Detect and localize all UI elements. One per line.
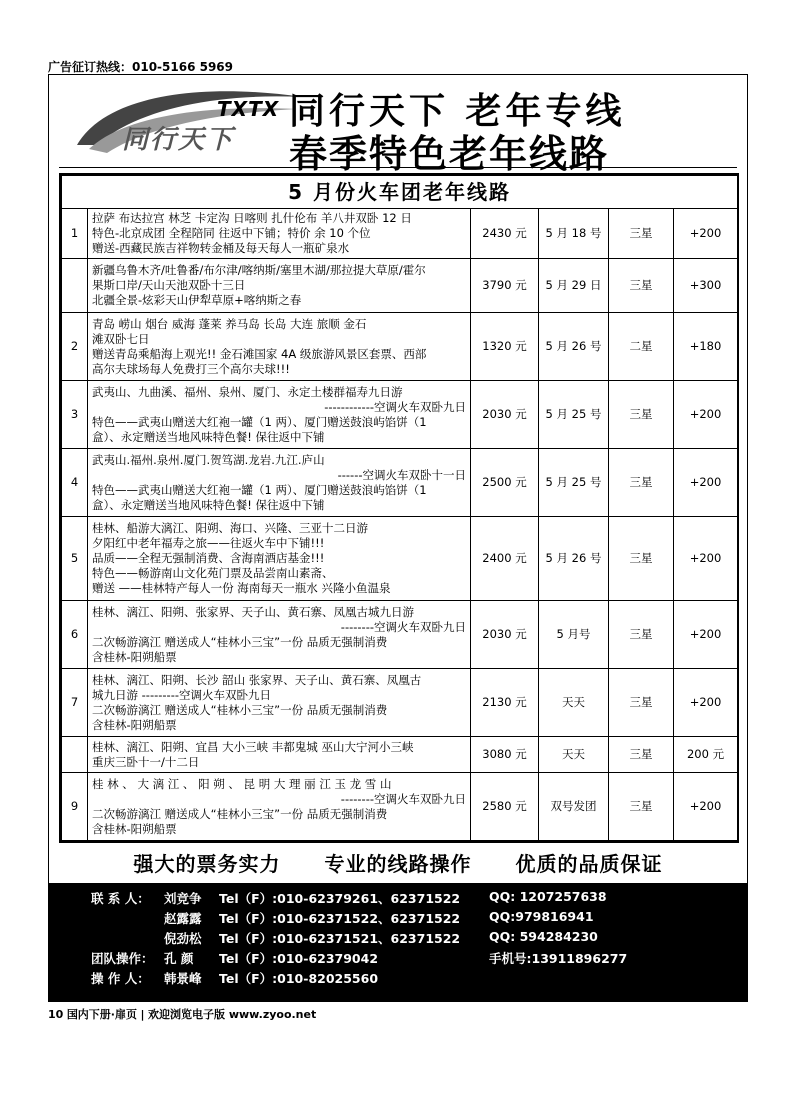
route-description	[88, 669, 471, 737]
brand-cn: 同行天下	[122, 125, 235, 155]
price: 2430 元	[471, 209, 539, 259]
table-row	[62, 669, 738, 737]
supplement: 200 元	[674, 737, 738, 773]
table-row	[62, 517, 738, 601]
route-line: 重庆三卧十一/十二日	[92, 754, 200, 769]
route-line: 滩双卧七日	[92, 331, 150, 346]
table-row	[62, 601, 738, 669]
route-line: 二次畅游漓江 赠送成人“桂林小三宝”一份 品质无强制消费	[92, 806, 388, 821]
price: 2030 元	[471, 381, 539, 449]
route-line: 桂林、船游大漓江、阳朔、海口、兴隆、三亚十二日游	[92, 521, 368, 535]
contact-name: 赵露露	[164, 911, 202, 926]
supplement: +200	[674, 669, 738, 737]
route-line: ------------空调火车双卧九日	[324, 399, 466, 414]
supplement: +300	[674, 259, 738, 313]
brand-logo	[67, 83, 317, 163]
table-title: 5 月份火车团老年线路	[62, 176, 738, 209]
route-line: 桂林、漓江、阳朔、宜昌 大小三峡 丰都鬼城 巫山大宁河小三峡	[92, 739, 414, 754]
row-number: 3	[62, 381, 88, 449]
contact-tel: Tel（F）:010-62379042	[219, 951, 379, 966]
hotel-star: 二星	[609, 313, 674, 381]
departure-date: 天天	[539, 669, 609, 737]
supplement: +180	[674, 313, 738, 381]
route-line: 青岛 崂山 烟台 威海 蓬莱 养马岛 长岛 大连 旅顺 金石	[92, 316, 367, 331]
route-line: 赠送 ——桂林特产每人一份 海南每天一瓶水 兴隆小鱼温泉	[92, 581, 391, 595]
route-line: 品质——全程无强制消费、含海南酒店基金!!!	[92, 551, 325, 565]
route-line: 特色——武夷山赠送大红袍一罐（1 两）、厦门赠送鼓浪屿馅饼（1	[92, 482, 427, 497]
slogan-bar	[49, 848, 747, 877]
route-description	[88, 381, 471, 449]
contact-name: 刘竞争	[164, 891, 202, 906]
contact-name: 韩景峰	[164, 971, 202, 986]
departure-date: 双号发团	[539, 773, 609, 841]
route-description	[88, 259, 471, 313]
supplement: +200	[674, 381, 738, 449]
headline-1: 同行天下 老年专线	[289, 90, 626, 132]
route-line: 含桂林-阳朔船票	[92, 649, 177, 664]
hotel-star: 三星	[609, 737, 674, 773]
route-line: 二次畅游漓江 赠送成人“桂林小三宝”一份 品质无强制消费	[92, 702, 388, 717]
route-line: 桂林、漓江、阳朔、张家界、天子山、黄石寨、凤凰古城九日游	[92, 604, 414, 619]
hotel-star: 三星	[609, 449, 674, 517]
route-line: 桂 林 、 大 漓 江 、 阳 朔 、 昆 明 大 理 丽 江 玉 龙 雪 山	[92, 776, 392, 791]
route-description	[88, 601, 471, 669]
table-row	[62, 381, 738, 449]
contact-row	[49, 889, 747, 909]
table-row	[62, 209, 738, 259]
departure-date: 天天	[539, 737, 609, 773]
departure-date: 5 月 25 号	[539, 449, 609, 517]
contact-tel: Tel（F）:010-62371522、62371522	[219, 911, 461, 926]
route-line: 城九日游 ---------空调火车双卧九日	[92, 687, 272, 702]
price: 2500 元	[471, 449, 539, 517]
slogan-2: 专业的线路操作	[324, 852, 472, 876]
departure-date: 5 月 26 号	[539, 517, 609, 601]
contact-panel	[49, 883, 747, 1001]
route-description	[88, 737, 471, 773]
row-number: 7	[62, 669, 88, 737]
hotel-star: 三星	[609, 259, 674, 313]
table-row	[62, 737, 738, 773]
price: 3790 元	[471, 259, 539, 313]
row-number	[62, 259, 88, 313]
contact-label: 团队操作：	[91, 951, 154, 966]
route-line: 桂林、漓江、阳朔、长沙 韶山 张家界、天子山、黄石寨、凤凰古	[92, 672, 422, 687]
route-line: ------空调火车双卧十一日	[337, 467, 466, 482]
departure-date: 5 月 25 号	[539, 381, 609, 449]
departure-date: 5 月 29 日	[539, 259, 609, 313]
supplement: +200	[674, 601, 738, 669]
row-number: 4	[62, 449, 88, 517]
route-line: 二次畅游漓江 赠送成人“桂林小三宝”一份 品质无强制消费	[92, 634, 388, 649]
footer-text: 欢迎浏览电子版 www.zyoo.net	[148, 1008, 317, 1021]
ad-hotline: 广告征订热线：010-5166 5969	[48, 60, 234, 74]
route-line: 含桂林-阳朔船票	[92, 821, 177, 836]
supplement: +200	[674, 449, 738, 517]
departure-date: 5 月 26 号	[539, 313, 609, 381]
route-line: 盒）、永定赠送当地风味特色餐! 保往返中下铺	[92, 497, 325, 512]
slogan-3: 优质的品质保证	[515, 852, 663, 876]
route-line: 特色——畅游南山文化苑门票及品尝南山素斋、	[92, 566, 334, 580]
route-line: 武夷山、九曲溪、福州、泉州、厦门、永定土楼群福寿九日游	[92, 384, 403, 399]
hotel-star: 三星	[609, 773, 674, 841]
footer-section: 国内下册·扉页	[66, 1008, 137, 1021]
slogan-1: 强大的票务实力	[133, 852, 281, 876]
contact-name: 孔 颜	[164, 951, 194, 966]
contact-qq: QQ:979816941	[489, 909, 594, 924]
route-line: --------空调火车双卧九日	[340, 619, 466, 634]
page-frame	[48, 74, 748, 1002]
hotel-star: 三星	[609, 669, 674, 737]
row-number: 5	[62, 517, 88, 601]
row-number: 9	[62, 773, 88, 841]
departure-date: 5 月号	[539, 601, 609, 669]
price: 2580 元	[471, 773, 539, 841]
header-divider	[59, 167, 737, 168]
contact-qq: QQ: 594284230	[489, 929, 598, 944]
route-line: 赠送青岛乘船海上观光!! 金石滩国家 4A 级旅游风景区套票、西部	[92, 346, 427, 361]
page-number: 10	[48, 1008, 64, 1021]
route-description	[88, 313, 471, 381]
route-description	[88, 449, 471, 517]
route-table-wrapper	[59, 173, 739, 843]
route-line: 北疆全景-炫彩天山伊犁草原+喀纳斯之春	[92, 293, 302, 307]
route-line: --------空调火车双卧九日	[340, 791, 466, 806]
table-row	[62, 313, 738, 381]
supplement: +200	[674, 209, 738, 259]
route-line: 盒）、永定赠送当地风味特色餐! 保往返中下铺	[92, 429, 325, 444]
supplement: +200	[674, 773, 738, 841]
contact-label: 操 作 人：	[91, 971, 150, 986]
route-line: 拉萨 布达拉宫 林芝 卡定沟 日喀则 扎什伦布 羊八井双卧 12 日	[92, 211, 412, 225]
contact-row	[49, 929, 747, 949]
hotel-star: 三星	[609, 381, 674, 449]
route-description	[88, 773, 471, 841]
price: 1320 元	[471, 313, 539, 381]
route-description	[88, 517, 471, 601]
contact-label: 联 系 人：	[91, 891, 150, 906]
hotel-star: 三星	[609, 601, 674, 669]
footer-separator: |	[140, 1008, 145, 1021]
contact-row	[49, 949, 747, 969]
contact-tel: Tel（F）:010-62371521、62371522	[219, 931, 461, 946]
contact-name: 倪劲松	[164, 931, 202, 946]
contact-qq: QQ: 1207257638	[489, 889, 607, 904]
route-line: 新疆乌鲁木齐/吐鲁番/布尔津/喀纳斯/塞里木湖/那拉提大草原/霍尔	[92, 263, 426, 277]
route-line: 果斯口岸/天山天池双卧十三日	[92, 278, 246, 292]
route-description	[88, 209, 471, 259]
supplement: +200	[674, 517, 738, 601]
brand-latin: TXTX	[217, 97, 280, 121]
row-number: 1	[62, 209, 88, 259]
table-row	[62, 259, 738, 313]
page-footer	[48, 1006, 316, 1022]
route-line: 武夷山.福州.泉州.厦门.贺笃湖.龙岩.九江.庐山	[92, 452, 325, 467]
departure-date: 5 月 18 号	[539, 209, 609, 259]
route-line: 高尔夫球场每人免费打三个高尔夫球!!!	[92, 361, 290, 376]
hotel-star: 三星	[609, 517, 674, 601]
row-number: 2	[62, 313, 88, 381]
price: 2400 元	[471, 517, 539, 601]
price: 2130 元	[471, 669, 539, 737]
header	[49, 75, 747, 176]
route-table	[61, 175, 738, 841]
contact-row	[49, 969, 747, 989]
row-number	[62, 737, 88, 773]
route-line: 特色——武夷山赠送大红袍一罐（1 两）、厦门赠送鼓浪屿馅饼（1	[92, 414, 427, 429]
table-row	[62, 449, 738, 517]
route-line: 含桂林-阳朔船票	[92, 717, 177, 732]
route-line: 夕阳红中老年福寿之旅——往返火车中下铺!!!	[92, 536, 325, 550]
route-line: 特色-北京成团 全程陪同 往返中下铺；特价 余 10 个位	[92, 226, 371, 240]
hotel-star: 三星	[609, 209, 674, 259]
table-row	[62, 773, 738, 841]
contact-tel: Tel（F）:010-82025560	[219, 971, 379, 986]
route-line: 赠送-西藏民族吉祥物转金桶及每天每人一瓶矿泉水	[92, 241, 350, 255]
row-number: 6	[62, 601, 88, 669]
contact-row	[49, 909, 747, 929]
contact-qq: 手机号:13911896277	[489, 951, 628, 966]
price: 3080 元	[471, 737, 539, 773]
price: 2030 元	[471, 601, 539, 669]
contact-tel: Tel（F）:010-62379261、62371522	[219, 891, 461, 906]
headline-2: 春季特色老年线路	[289, 132, 610, 176]
